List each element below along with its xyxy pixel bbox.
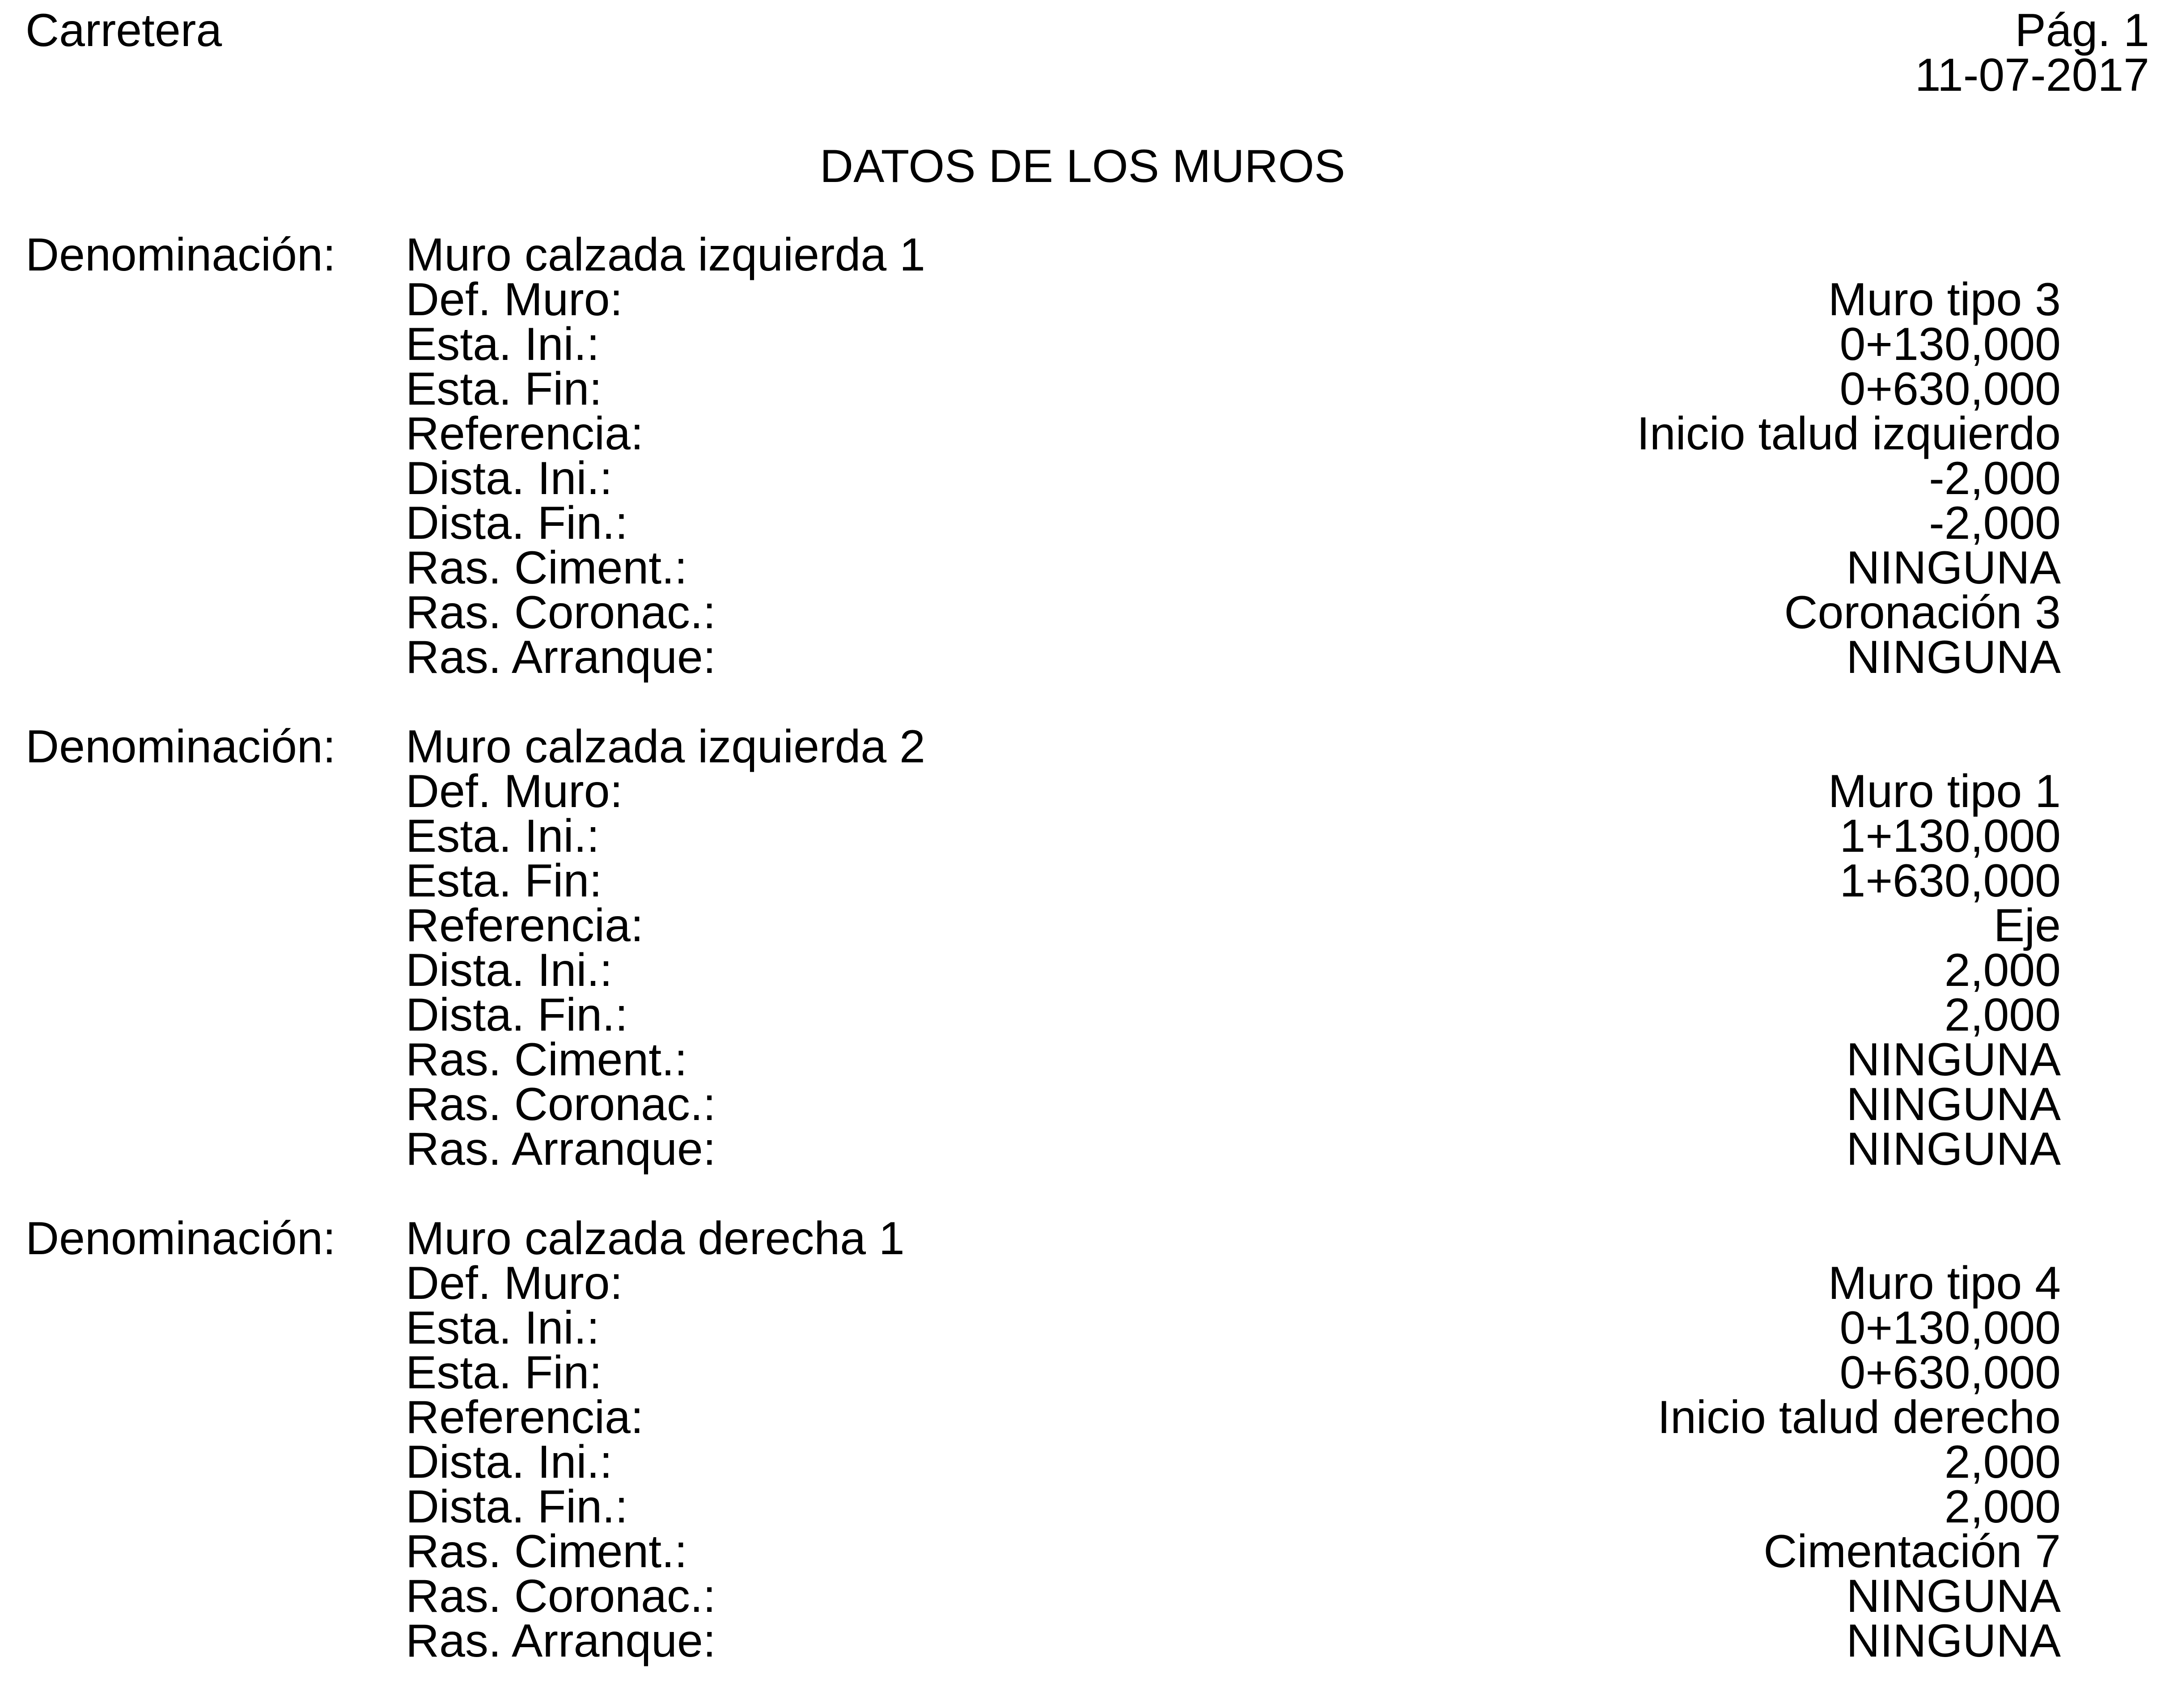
page-title: DATOS DE LOS MUROS <box>819 140 1346 192</box>
field-value: Eje <box>1993 900 2061 951</box>
wall-field-row <box>25 1302 2061 1354</box>
report-date: 11-07-2017 <box>1915 49 2149 101</box>
field-value: NINGUNA <box>1846 1615 2061 1667</box>
wall-record-header <box>25 1213 2061 1264</box>
field-label: Referencia: <box>406 1391 644 1443</box>
field-value: Muro tipo 4 <box>1828 1257 2061 1309</box>
field-value: Cimentación 7 <box>1763 1526 2061 1577</box>
field-label: Dista. Ini.: <box>406 1436 613 1488</box>
field-value: Muro tipo 1 <box>1828 765 2061 817</box>
field-label: Esta. Ini.: <box>406 318 600 370</box>
wall-record <box>25 721 2061 1175</box>
field-label: Ras. Arranque: <box>406 1123 716 1175</box>
wall-field-row <box>25 1481 2061 1533</box>
wall-field-row <box>25 318 2061 370</box>
field-label: Dista. Ini.: <box>406 944 613 996</box>
field-value: NINGUNA <box>1846 1034 2061 1086</box>
wall-records <box>25 229 2061 1708</box>
denomination-label: Denominación: <box>25 229 336 281</box>
field-label: Esta. Ini.: <box>406 810 600 862</box>
field-label: Ras. Coronac.: <box>406 1570 716 1622</box>
field-label: Dista. Fin.: <box>406 1481 628 1533</box>
field-value: Inicio talud derecho <box>1657 1391 2061 1443</box>
wall-field-row <box>25 1391 2061 1443</box>
field-label: Referencia: <box>406 900 644 951</box>
wall-field-row <box>25 810 2061 862</box>
field-value: 1+130,000 <box>1839 810 2061 862</box>
wall-field-list <box>25 1257 2061 1667</box>
wall-name: Muro calzada izquierda 2 <box>406 721 925 773</box>
wall-field-row <box>25 900 2061 951</box>
field-label: Ras. Coronac.: <box>406 587 716 638</box>
document-header-title: Carretera <box>25 4 222 56</box>
wall-field-row <box>25 1615 2061 1667</box>
denomination-label: Denominación: <box>25 721 336 773</box>
wall-field-row <box>25 452 2061 504</box>
field-value: NINGUNA <box>1846 631 2061 683</box>
field-label: Dista. Ini.: <box>406 452 613 504</box>
wall-record <box>25 229 2061 683</box>
wall-field-row <box>25 1526 2061 1577</box>
field-value: 0+130,000 <box>1839 318 2061 370</box>
wall-record <box>25 1213 2061 1667</box>
field-label: Ras. Ciment.: <box>406 1526 687 1577</box>
wall-field-row <box>25 944 2061 996</box>
field-label: Def. Muro: <box>406 274 623 326</box>
field-value: 2,000 <box>1944 989 2061 1041</box>
wall-field-row <box>25 587 2061 638</box>
wall-field-row <box>25 1078 2061 1130</box>
wall-field-row <box>25 1570 2061 1622</box>
field-value: -2,000 <box>1929 452 2061 504</box>
wall-field-row <box>25 408 2061 460</box>
field-label: Esta. Fin: <box>406 1347 602 1399</box>
denomination-label: Denominación: <box>25 1213 336 1264</box>
wall-field-row <box>25 1257 2061 1309</box>
wall-field-row <box>25 855 2061 907</box>
field-label: Ras. Arranque: <box>406 631 716 683</box>
field-label: Dista. Fin.: <box>406 989 628 1041</box>
field-value: 1+630,000 <box>1839 855 2061 907</box>
field-label: Referencia: <box>406 408 644 460</box>
wall-field-list <box>25 274 2061 683</box>
wall-field-row <box>25 765 2061 817</box>
field-value: 0+130,000 <box>1839 1302 2061 1354</box>
field-value: 0+630,000 <box>1839 1347 2061 1399</box>
wall-record-header <box>25 229 2061 281</box>
field-label: Dista. Fin.: <box>406 497 628 549</box>
wall-name: Muro calzada derecha 1 <box>406 1213 905 1264</box>
field-value: 2,000 <box>1944 944 2061 996</box>
wall-field-row <box>25 363 2061 415</box>
wall-field-list <box>25 765 2061 1175</box>
wall-field-row <box>25 497 2061 549</box>
field-label: Esta. Ini.: <box>406 1302 600 1354</box>
field-label: Def. Muro: <box>406 1257 623 1309</box>
field-label: Def. Muro: <box>406 765 623 817</box>
field-label: Esta. Fin: <box>406 363 602 415</box>
wall-field-row <box>25 631 2061 683</box>
wall-record-header <box>25 721 2061 773</box>
field-value: 0+630,000 <box>1839 363 2061 415</box>
wall-field-row <box>25 989 2061 1041</box>
field-value: 2,000 <box>1944 1481 2061 1533</box>
wall-name: Muro calzada izquierda 1 <box>406 229 925 281</box>
field-value: Coronación 3 <box>1784 587 2061 638</box>
field-value: NINGUNA <box>1846 542 2061 594</box>
wall-field-row <box>25 1034 2061 1086</box>
field-label: Ras. Ciment.: <box>406 1034 687 1086</box>
field-label: Ras. Coronac.: <box>406 1078 716 1130</box>
field-label: Ras. Ciment.: <box>406 542 687 594</box>
field-value: NINGUNA <box>1846 1123 2061 1175</box>
document-header-meta <box>1915 4 2149 101</box>
field-value: 2,000 <box>1944 1436 2061 1488</box>
wall-field-row <box>25 1436 2061 1488</box>
wall-field-row <box>25 274 2061 326</box>
wall-field-row <box>25 1123 2061 1175</box>
field-value: NINGUNA <box>1846 1570 2061 1622</box>
page-number: Pág. 1 <box>2015 4 2149 56</box>
field-value: NINGUNA <box>1846 1078 2061 1130</box>
field-value: Muro tipo 3 <box>1828 274 2061 326</box>
wall-field-row <box>25 1347 2061 1399</box>
field-value: -2,000 <box>1929 497 2061 549</box>
field-value: Inicio talud izquierdo <box>1636 408 2061 460</box>
field-label: Esta. Fin: <box>406 855 602 907</box>
field-label: Ras. Arranque: <box>406 1615 716 1667</box>
wall-field-row <box>25 542 2061 594</box>
